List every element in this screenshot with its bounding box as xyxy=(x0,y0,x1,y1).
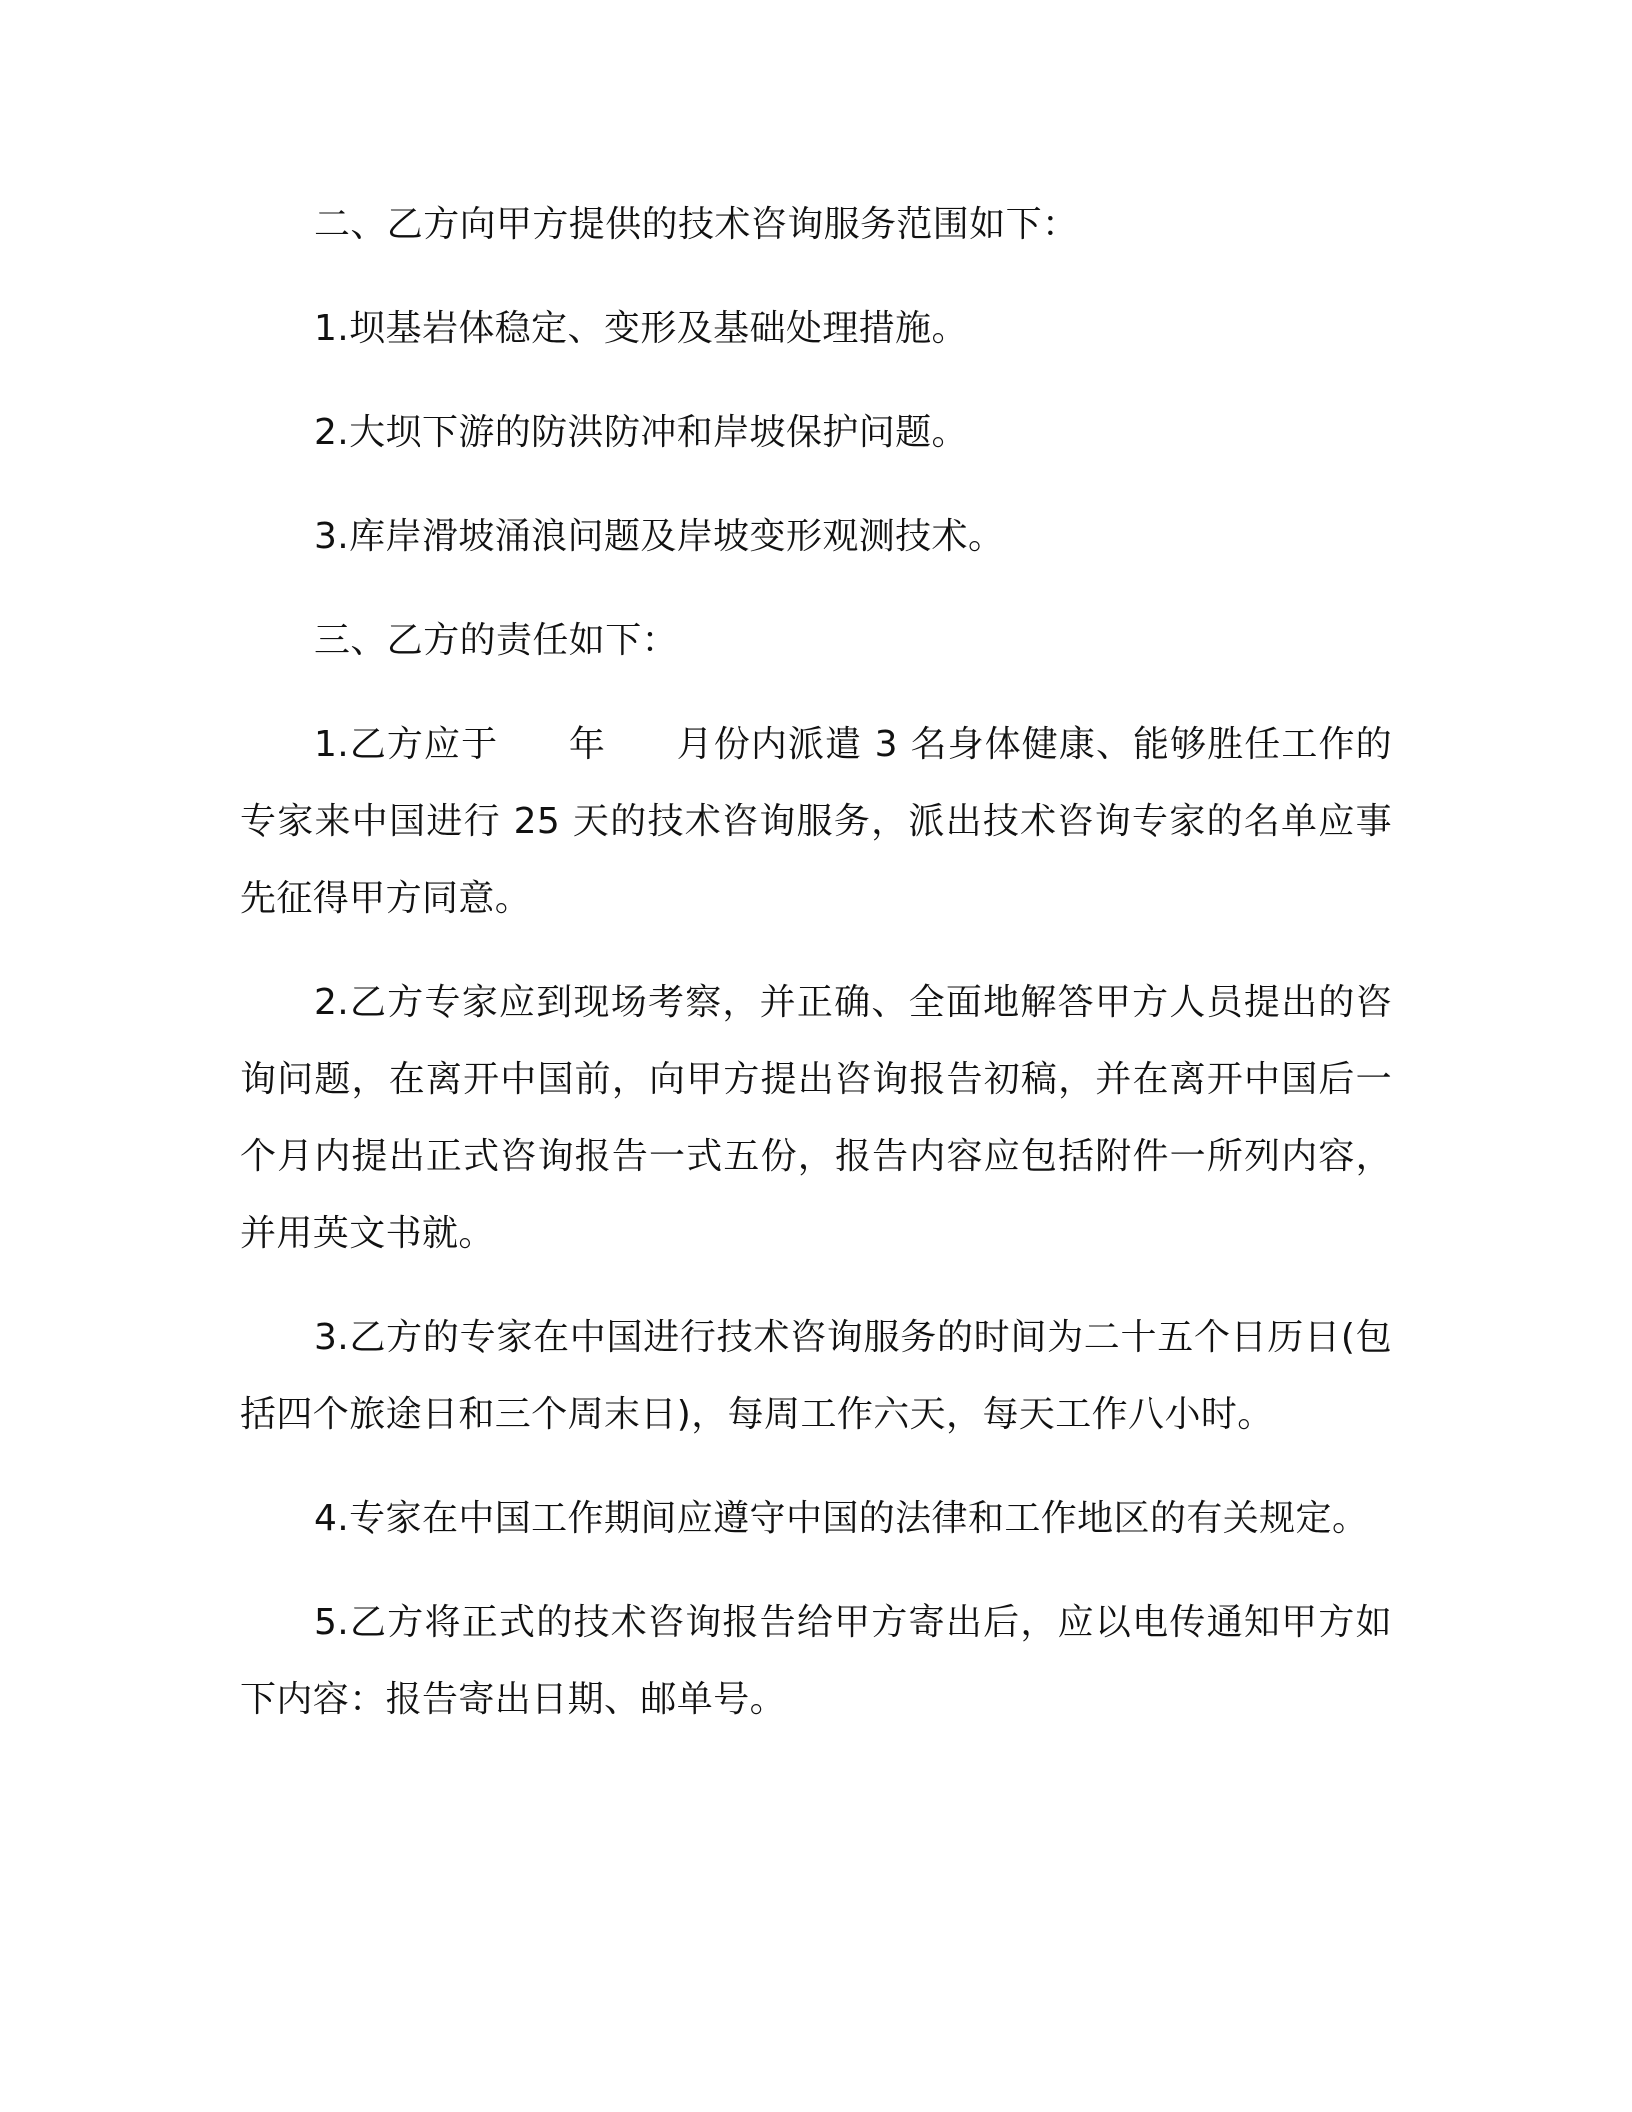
section-3-item-5: 5.乙方将正式的技术咨询报告给甲方寄出后，应以电传通知甲方如下内容：报告寄出日期、邮单号。 xyxy=(240,1602,1392,1720)
item-1-year-label: 年 xyxy=(568,724,606,765)
section-2-item-2: 2.大坝下游的防洪防冲和岸坡保护问题。 xyxy=(314,412,968,453)
section-3-item-3: 3.乙方的专家在中国进行技术咨询服务的时间为二十五个日历日(包括四个旅途日和三个周末日)，每周工作六天，每天工作八小时。 xyxy=(240,1317,1392,1435)
document-body xyxy=(240,186,1392,1738)
section-2-item-3: 3.库岸滑坡涌浪问题及岸坡变形观测技术。 xyxy=(314,516,1005,557)
section-3-item-2: 2.乙方专家应到现场考察，并正确、全面地解答甲方人员提出的咨询问题，在离开中国前，向甲方提出咨询报告初稿，并在离开中国后一个月内提出正式咨询报告一式五份，报告内容应包括附件一所列内容，并用英文书就。 xyxy=(240,982,1392,1254)
section-2-heading: 二、乙方向甲方提供的技术咨询服务范围如下： xyxy=(314,204,1079,245)
section-3-item-4: 4.专家在中国工作期间应遵守中国的法律和工作地区的有关规定。 xyxy=(314,1498,1369,1539)
section-3-heading: 三、乙方的责任如下： xyxy=(314,620,679,661)
item-1-text-start: 1.乙方应于 xyxy=(314,724,499,765)
item-1-text-rest: 月份内派遣 3 名身体健康、能够胜任工作的专家来中国进行 25 天的技术咨询服务，派出技术咨询专家的名单应事先征得甲方同意。 xyxy=(240,724,1392,919)
section-3-item-1 xyxy=(240,706,1392,937)
section-2-item-1: 1.坝基岩体稳定、变形及基础处理措施。 xyxy=(314,308,968,349)
